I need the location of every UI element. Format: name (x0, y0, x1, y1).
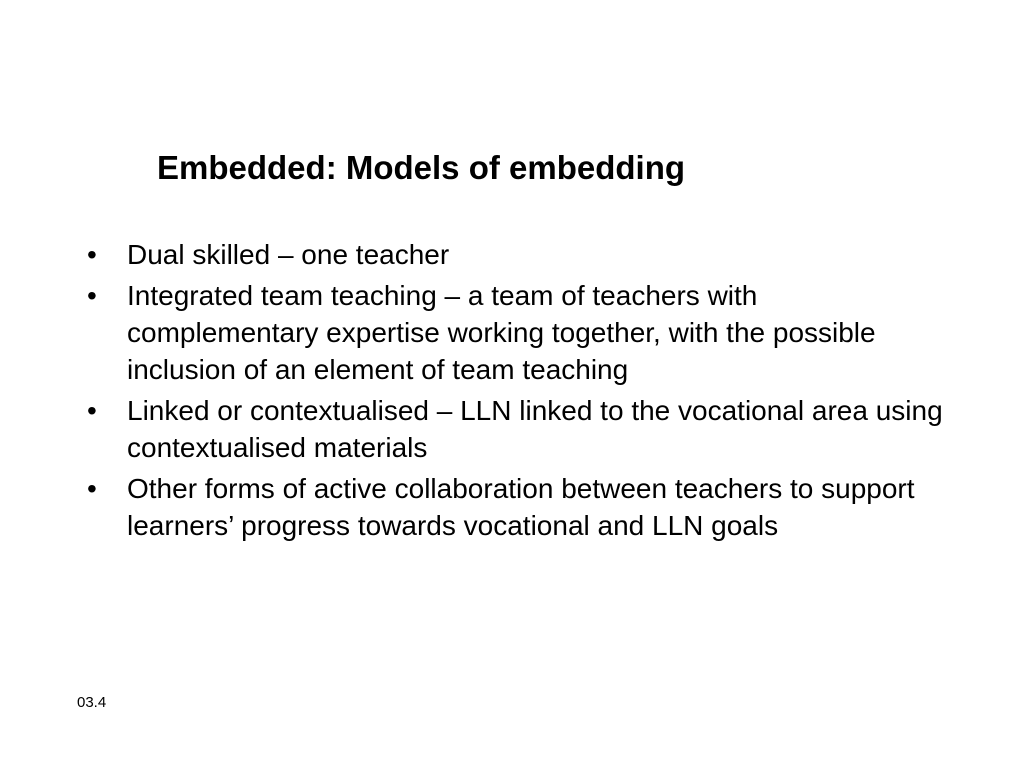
bullet-text: Other forms of active collaboration between teachers to support learners’ progress towards vocational and LLN goals (127, 473, 915, 541)
bullet-text: Linked or contextualised – LLN linked to the vocational area using contextualised materials (127, 395, 943, 463)
bullet-item-integrated-team-teaching (82, 277, 952, 388)
bullet-item-active-collaboration (82, 470, 952, 544)
bullet-item-dual-skilled (82, 236, 952, 273)
bullet-text: Dual skilled – one teacher (127, 239, 450, 270)
bullet-marker: • (87, 239, 97, 270)
bullet-marker: • (87, 280, 97, 311)
bullet-marker: • (87, 395, 97, 426)
bullet-marker: • (87, 473, 97, 504)
bullet-text: Integrated team teaching – a team of teachers with complementary expertise working together, with the possible inclusion of an element of team teaching (127, 280, 876, 385)
slide-number: 03.4 (77, 694, 107, 711)
bullet-item-linked-contextualised (82, 392, 952, 466)
slide-title: Embedded: Models of embedding (157, 149, 686, 186)
bullet-list (82, 236, 952, 548)
